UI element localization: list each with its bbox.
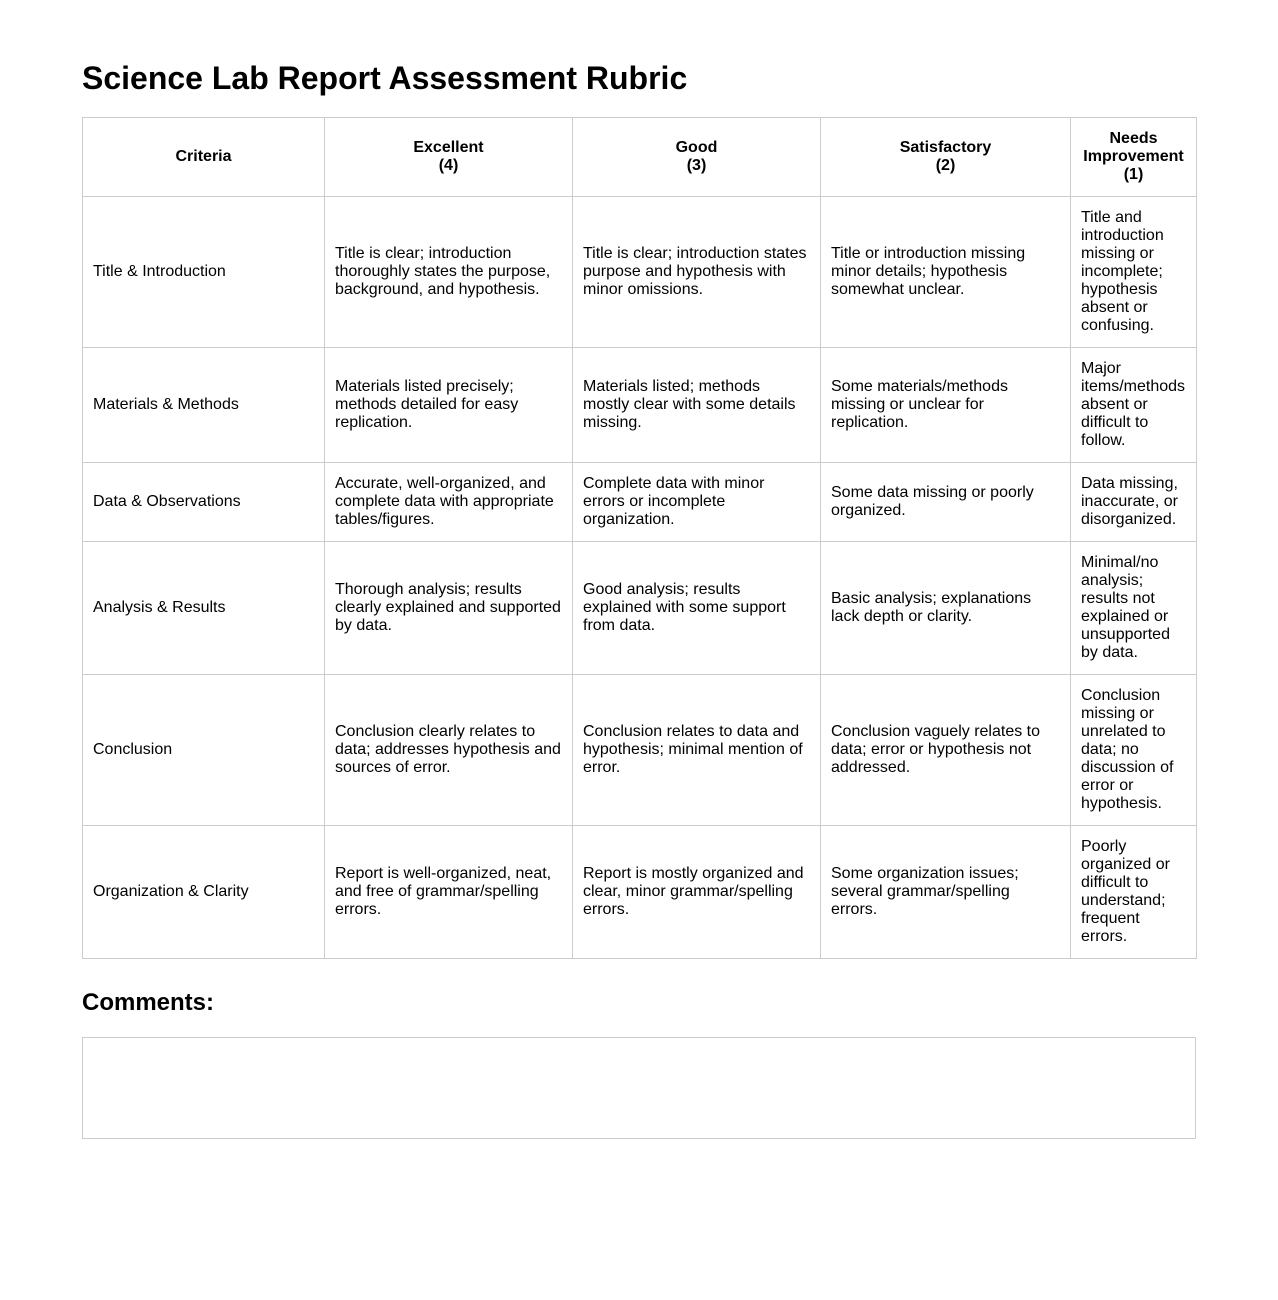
header-score: (4) <box>438 157 459 174</box>
needs-improvement-cell: Conclusion missing or unrelated to data; no discussion of error or hypothesis. <box>1071 675 1197 826</box>
good-cell: Conclusion relates to data and hypothesis; minimal mention of error. <box>573 675 821 826</box>
table-row <box>83 463 1197 542</box>
excellent-cell: Accurate, well-organized, and complete data with appropriate tables/figures. <box>325 463 573 542</box>
excellent-cell: Thorough analysis; results clearly explained and supported by data. <box>325 542 573 675</box>
satisfactory-cell: Some materials/methods missing or unclear for replication. <box>821 348 1071 463</box>
table-row <box>83 826 1197 959</box>
needs-improvement-cell: Poorly organized or difficult to understand; frequent errors. <box>1071 826 1197 959</box>
good-cell: Complete data with minor errors or incomplete organization. <box>573 463 821 542</box>
satisfactory-cell: Title or introduction missing minor details; hypothesis somewhat unclear. <box>821 197 1071 348</box>
comments-heading: Comments: <box>82 989 215 1016</box>
satisfactory-cell: Basic analysis; explanations lack depth or clarity. <box>821 542 1071 675</box>
criteria-cell: Data & Observations <box>83 463 325 542</box>
header-score: (1) <box>1123 166 1144 183</box>
needs-improvement-cell: Major items/methods absent or difficult to follow. <box>1071 348 1197 463</box>
header-row <box>83 118 1197 197</box>
excellent-cell: Conclusion clearly relates to data; addresses hypothesis and sources of error. <box>325 675 573 826</box>
table-row <box>83 675 1197 826</box>
needs-improvement-cell: Minimal/no analysis; results not explained or unsupported by data. <box>1071 542 1197 675</box>
good-cell: Materials listed; methods mostly clear with some details missing. <box>573 348 821 463</box>
excellent-cell: Materials listed precisely; methods detailed for easy replication. <box>325 348 573 463</box>
criteria-cell: Analysis & Results <box>83 542 325 675</box>
rubric-table <box>82 117 1197 959</box>
satisfactory-cell: Some organization issues; several grammar/spelling errors. <box>821 826 1071 959</box>
header-score: (2) <box>935 157 956 174</box>
page-title: Science Lab Report Assessment Rubric <box>82 60 688 96</box>
table-row <box>83 542 1197 675</box>
comments-box[interactable] <box>82 1037 1196 1139</box>
header-label: Needs Improvement <box>1083 130 1184 165</box>
good-cell: Report is mostly organized and clear, minor grammar/spelling errors. <box>573 826 821 959</box>
criteria-cell: Organization & Clarity <box>83 826 325 959</box>
satisfactory-cell: Conclusion vaguely relates to data; error or hypothesis not addressed. <box>821 675 1071 826</box>
criteria-cell: Conclusion <box>83 675 325 826</box>
criteria-cell: Materials & Methods <box>83 348 325 463</box>
excellent-cell: Title is clear; introduction thoroughly states the purpose, background, and hypothesis. <box>325 197 573 348</box>
table-row <box>83 197 1197 348</box>
header-satisfactory <box>821 118 1071 197</box>
good-cell: Title is clear; introduction states purpose and hypothesis with minor omissions. <box>573 197 821 348</box>
header-excellent <box>325 118 573 197</box>
header-label: Criteria <box>175 148 232 165</box>
excellent-cell: Report is well-organized, neat, and free of grammar/spelling errors. <box>325 826 573 959</box>
header-needs-improvement <box>1071 118 1197 197</box>
header-good <box>573 118 821 197</box>
header-label: Satisfactory <box>899 139 992 156</box>
good-cell: Good analysis; results explained with some support from data. <box>573 542 821 675</box>
satisfactory-cell: Some data missing or poorly organized. <box>821 463 1071 542</box>
header-label: Excellent <box>413 139 484 156</box>
header-label: Good <box>675 139 718 156</box>
needs-improvement-cell: Title and introduction missing or incomplete; hypothesis absent or confusing. <box>1071 197 1197 348</box>
header-criteria <box>83 118 325 197</box>
needs-improvement-cell: Data missing, inaccurate, or disorganized. <box>1071 463 1197 542</box>
header-score: (3) <box>686 157 707 174</box>
table-row <box>83 348 1197 463</box>
criteria-cell: Title & Introduction <box>83 197 325 348</box>
